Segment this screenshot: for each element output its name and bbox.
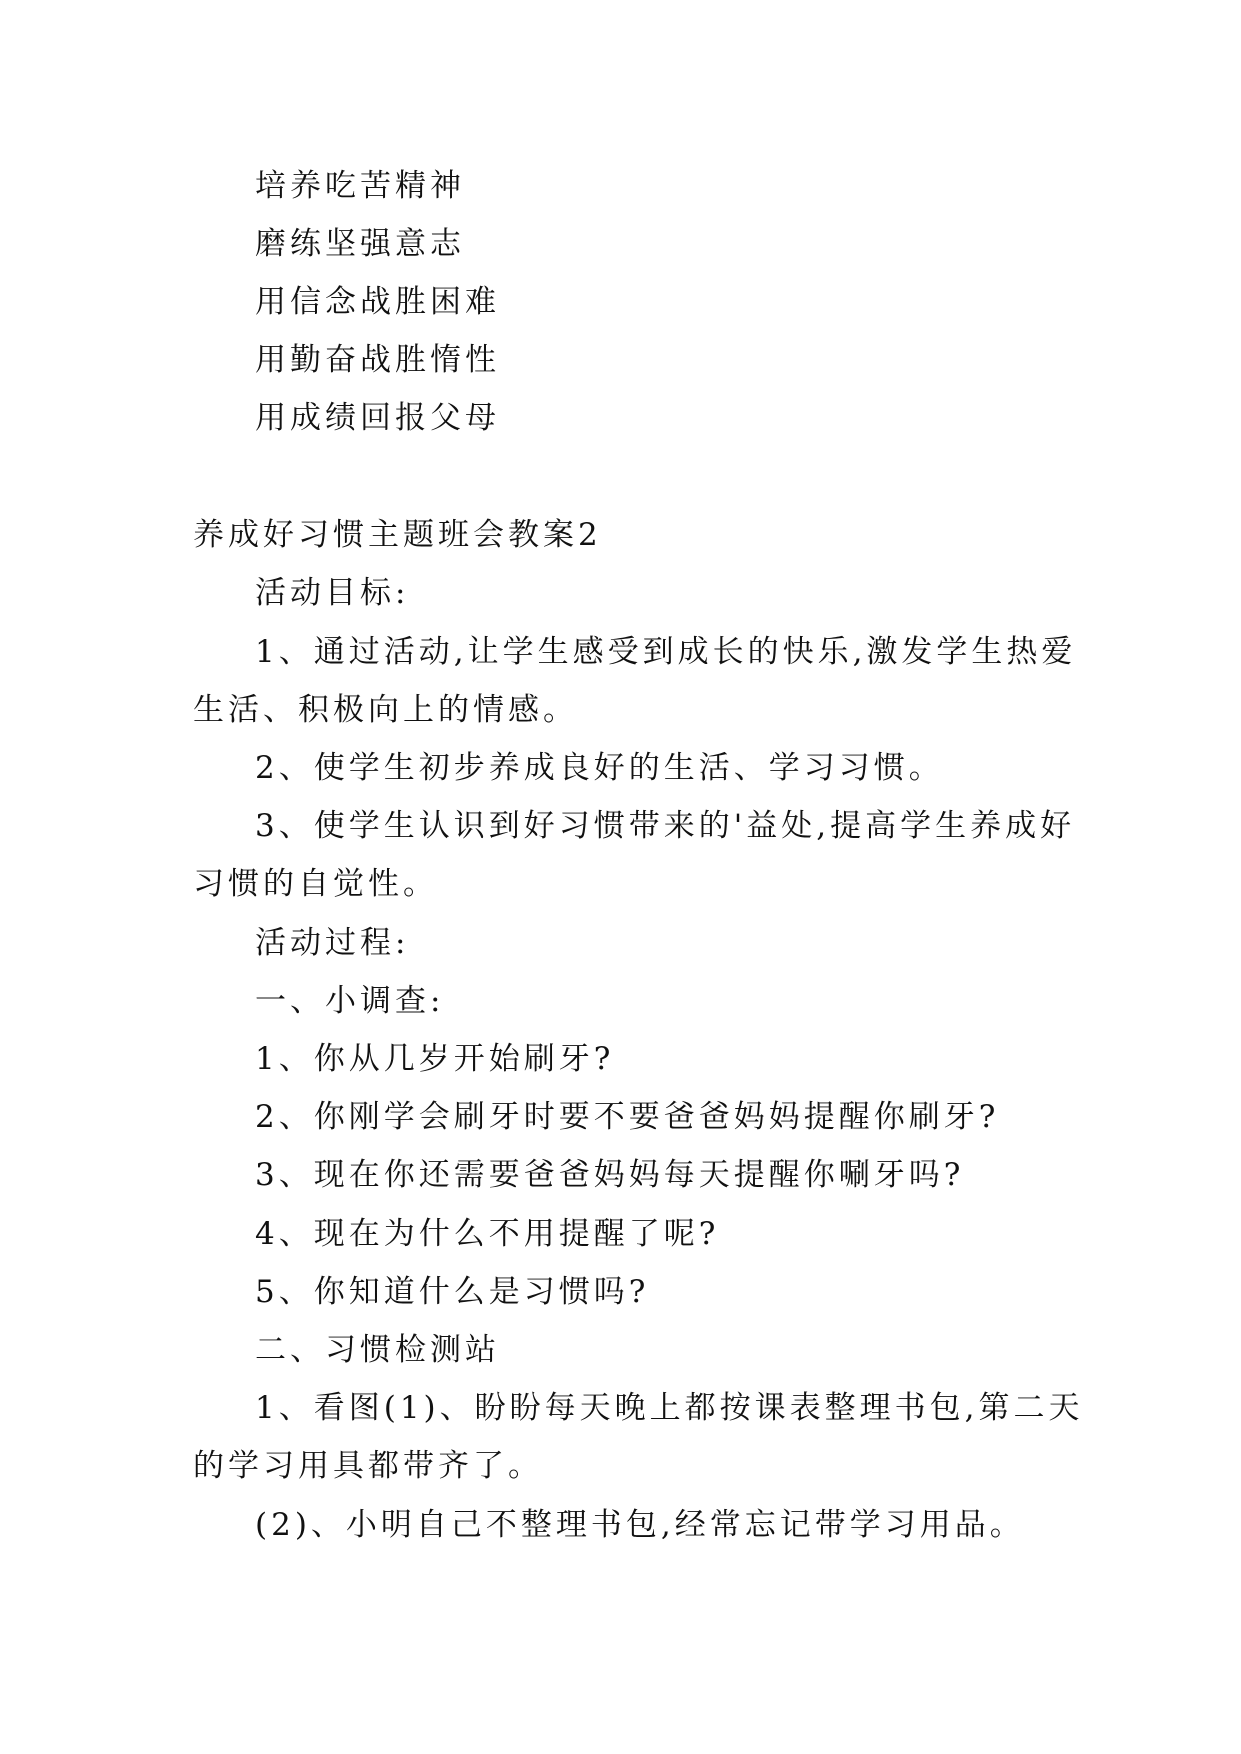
motto-line: 用成绩回报父母 <box>255 400 500 436</box>
paragraph-line: 4、现在为什么不用提醒了呢? <box>255 1216 720 1252</box>
motto-line: 用勤奋战胜惰性 <box>255 342 500 378</box>
paragraph-heading: 活动过程: <box>255 925 410 961</box>
paragraph-line: 1、你从几岁开始刷牙? <box>255 1041 615 1077</box>
paragraph-line: 2、你刚学会刷牙时要不要爸爸妈妈提醒你刷牙? <box>255 1099 1000 1135</box>
paragraph-line: 二、习惯检测站 <box>255 1332 500 1368</box>
paragraph-line: 习惯的自觉性。 <box>193 866 438 902</box>
section-title: 养成好习惯主题班会教案2 <box>193 517 602 553</box>
paragraph-line: 1、通过活动,让学生感受到成长的快乐,激发学生热爱 <box>255 634 1077 670</box>
motto-line: 用信念战胜困难 <box>255 284 500 320</box>
paragraph-line: 1、看图(1)、盼盼每天晚上都按课表整理书包,第二天 <box>255 1390 1084 1426</box>
paragraph-line: 一、小调查: <box>255 983 445 1019</box>
paragraph-line: 5、你知道什么是习惯吗? <box>255 1274 650 1310</box>
paragraph-line: 的学习用具都带齐了。 <box>193 1448 543 1484</box>
paragraph-line: (2)、小明自己不整理书包,经常忘记带学习用品。 <box>255 1507 1025 1543</box>
motto-line: 磨练坚强意志 <box>255 226 465 262</box>
paragraph-line: 3、使学生认识到好习惯带来的'益处,提高学生养成好 <box>255 808 1076 844</box>
motto-line: 培养吃苦精神 <box>255 168 465 204</box>
paragraph-line: 3、现在你还需要爸爸妈妈每天提醒你唰牙吗? <box>255 1157 965 1193</box>
paragraph-line: 2、使学生初步养成良好的生活、学习习惯。 <box>255 750 944 786</box>
paragraph-heading: 活动目标: <box>255 575 410 611</box>
paragraph-line: 生活、积极向上的情感。 <box>193 692 578 728</box>
